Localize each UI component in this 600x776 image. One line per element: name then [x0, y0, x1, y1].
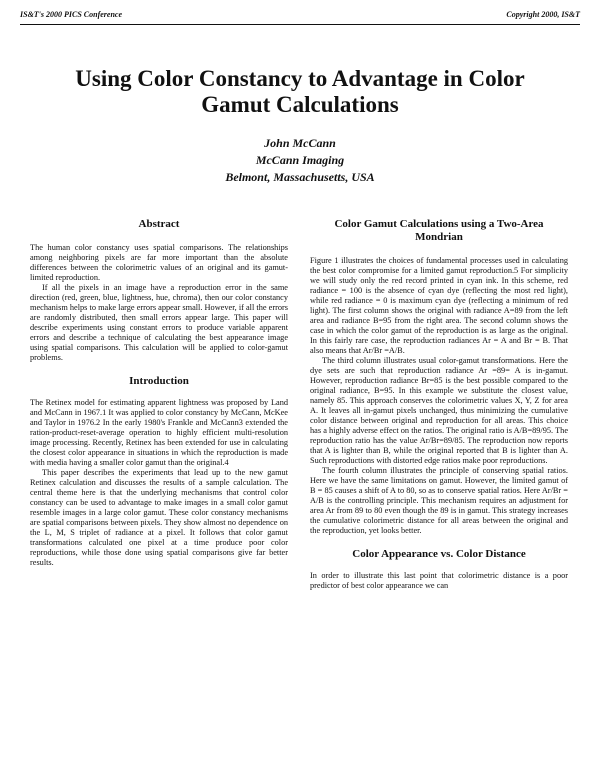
running-header-left: IS&T's 2000 PICS Conference [20, 10, 123, 19]
introduction-paragraph: The Retinex model for estimating apparent lightness was proposed by Land and McCann in 1967.1 It was applied to color constancy by McCann, McKee and Taylor in 1976.2 In the early 1980's Frankle and McCann3 extended the ration-product-reset-average operation to highly efficient multi-resolution image processing. Recently, Retinex has been extended for use in calculating the closest color appearance in situations in which the reproduction is made with media having a smaller color gamut than the original.4 [30, 398, 288, 467]
abstract-paragraph: The human color constancy uses spatial comparisons. The relationships among neighboring pixels are far more important than the absolute differences between the colorimetric values of an original and its gamut-limited reproduction. [30, 243, 288, 282]
color-gamut-paragraph: Figure 1 illustrates the choices of fundamental processes used in calculating the best color compromise for a limited gamut reproduction.5 For simplicity we will study only the red record printed in cyan ink. In this scheme, red radiance = 100 is the absence of cyan dye (reflecting the most red light), while red radiance = 0 is maximum cyan dye (reflecting a minimum of red light). The first column shows the original with radiance A=89 from the left area and radiance B=95 from the right area. The second column shows the case in which the color gamut of the reproduction is as large as the original. In this fairly rare case, the reproduction radiances Ar = A and Br = B. That also means that Ar/Br =A/B. [310, 256, 568, 355]
introduction-paragraph: This paper describes the experiments that lead up to the new gamut Retinex calculation and discusses the results of a sample calculation. The central theme here is that the underlying mechanisms that control color constancy can be used to advantage to make images in a small color gamut resemble images in a large color gamut. These color constancy mechanisms are spatial comparisons between pixels. They show almost no dependence on the L, M, S triplet of radiance at a pixel. It follows that color gamut transformations calculated one pixel at a time produce poor color reproductions, while those done using spatial comparisons give far better results. [30, 468, 288, 567]
author-name: John McCann [264, 136, 336, 150]
color-gamut-paragraph: The fourth column illustrates the principle of conserving spatial ratios. Here we have the same limitations on gamut. However, the limited gamut of B = 85 causes a shift of A to 80, so as to conserve spatial ratios. Here Ar/Br = A/B is the controlling principle. This mechanism requires an adjustment for area Ar from 89 to 80 even though the 89 is in gamut. This strategy increases the cumulative colorimetric distance for all areas between the original and the reproduction, yet looks better. [310, 466, 568, 535]
right-column [310, 218, 568, 591]
color-gamut-heading: Color Gamut Calculations using a Two-Area Mondrian [334, 218, 544, 243]
abstract-heading: Abstract [138, 218, 180, 230]
author-location: Belmont, Massachusetts, USA [225, 170, 375, 184]
color-appearance-heading: Color Appearance vs. Color Distance [352, 548, 526, 560]
color-appearance-paragraph: In order to illustrate this last point that colorimetric distance is a poor predictor of best color appearance we can [310, 571, 568, 590]
author-affiliation: McCann Imaging [255, 153, 345, 167]
paper-title: Using Color Constancy to Advantage in Color Gamut Calculations [75, 66, 525, 117]
author-block [0, 135, 600, 186]
running-header-right: Copyright 2000, IS&T [506, 10, 580, 19]
left-column [30, 218, 288, 568]
header-rule [20, 24, 580, 25]
abstract-paragraph: If all the pixels in an image have a reproduction error in the same direction (red, green, blue, lightness, hue, chroma), then our color constancy mechanism helps to make large errors appear small. However, if all the errors are randomly distributed, then small errors appear large. This paper will describe experiments using constant errors to produce variable apparent errors and describe a technique of calculating the best appearance image using spatial comparisons. This calculation will be applied to color-gamut problems. [30, 283, 288, 362]
introduction-heading: Introduction [129, 375, 189, 387]
color-gamut-paragraph: The third column illustrates usual color-gamut transformations. Here the dye sets are such that reproduction radiance Ar =89= A is in-gamut. However, reproduction radiance Br=85 is the best possible compared to the original radiance, B=95. In this example we substitute the closest value, namely 85. This approach conserves the colorimetric values X, Y, Z for area A. It leaves all in-gamut pixels unchanged, thus minimizing the cumulative color distance between original and reproduction for all areas. This choice has a highly adverse effect on the ratios. The original ratio is A/B=89/95. The reproduction ratio has the value Ar/Br=89/85. The reproduction now reports that A is lighter than B, while the original reported that B is lighter than A. Such reproductions with distorted edge ratios make poor reproductions. [310, 356, 568, 465]
